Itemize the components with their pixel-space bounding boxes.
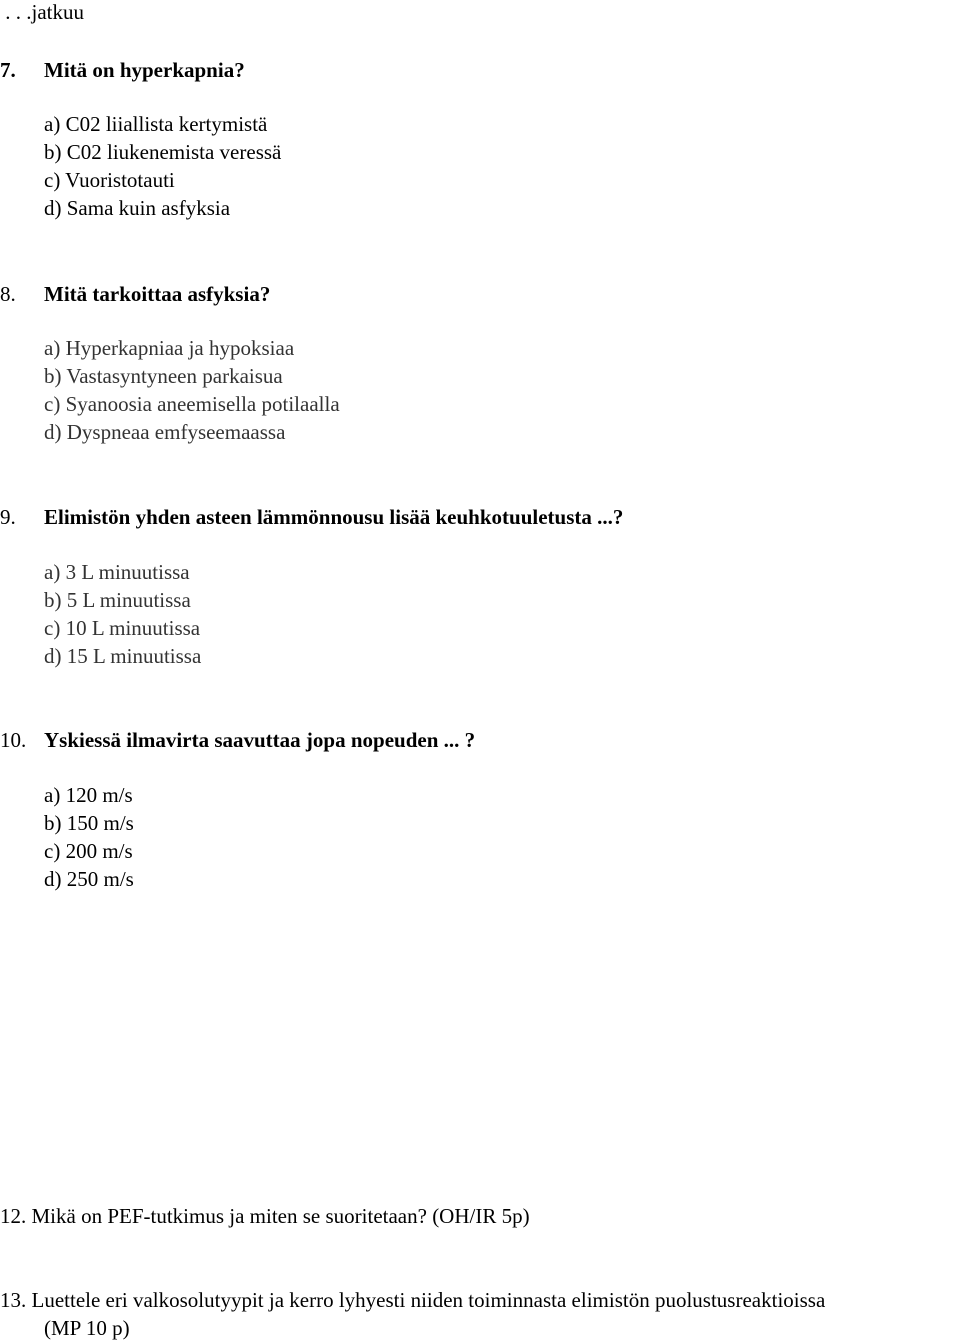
question-number: 7. xyxy=(0,58,16,82)
answer-option: a) 3 L minuutissa xyxy=(44,560,190,584)
question-number: 10. xyxy=(0,728,27,752)
question-text: Elimistön yhden asteen lämmönnousu lisää keuhkotuuletusta ...? xyxy=(44,505,624,529)
answer-option: c) 200 m/s xyxy=(44,839,133,863)
answer-option: b) Vastasyntyneen parkaisua xyxy=(44,364,283,388)
answer-option: b) 150 m/s xyxy=(44,811,134,835)
answer-option: d) Sama kuin asfyksia xyxy=(44,196,231,220)
question-text: Yskiessä ilmavirta saavuttaa jopa nopeuden ... ? xyxy=(44,728,476,752)
answer-option: a) Hyperkapniaa ja hypoksiaa xyxy=(44,336,295,360)
answer-option: c) Vuoristotauti xyxy=(44,168,175,192)
answer-option: d) Dyspneaa emfyseemaassa xyxy=(44,420,286,444)
open-question-12: 12. Mikä on PEF-tutkimus ja miten se suoritetaan? (OH/IR 5p) xyxy=(0,1204,530,1228)
answer-option: b) 5 L minuutissa xyxy=(44,588,191,612)
continuation-header: . . .jatkuu xyxy=(0,0,84,24)
answer-option: c) Syanoosia aneemisella potilaalla xyxy=(44,392,340,416)
question-number: 9. xyxy=(0,505,16,529)
answer-option: a) 120 m/s xyxy=(44,783,133,807)
question-text: Mitä tarkoittaa asfyksia? xyxy=(44,282,271,306)
open-question-13: 13. Luettele eri valkosolutyypit ja kerro lyhyesti niiden toiminnasta elimistön puolustusreaktioissa xyxy=(0,1288,826,1312)
question-text: Mitä on hyperkapnia? xyxy=(44,58,245,82)
answer-option: a) C02 liiallista kertymistä xyxy=(44,112,268,136)
answer-option: d) 250 m/s xyxy=(44,867,134,891)
answer-option: d) 15 L minuutissa xyxy=(44,644,202,668)
open-question-13-points: (MP 10 p) xyxy=(44,1316,130,1340)
answer-option: c) 10 L minuutissa xyxy=(44,616,201,640)
question-number: 8. xyxy=(0,282,16,306)
answer-option: b) C02 liukenemista veressä xyxy=(44,140,282,164)
